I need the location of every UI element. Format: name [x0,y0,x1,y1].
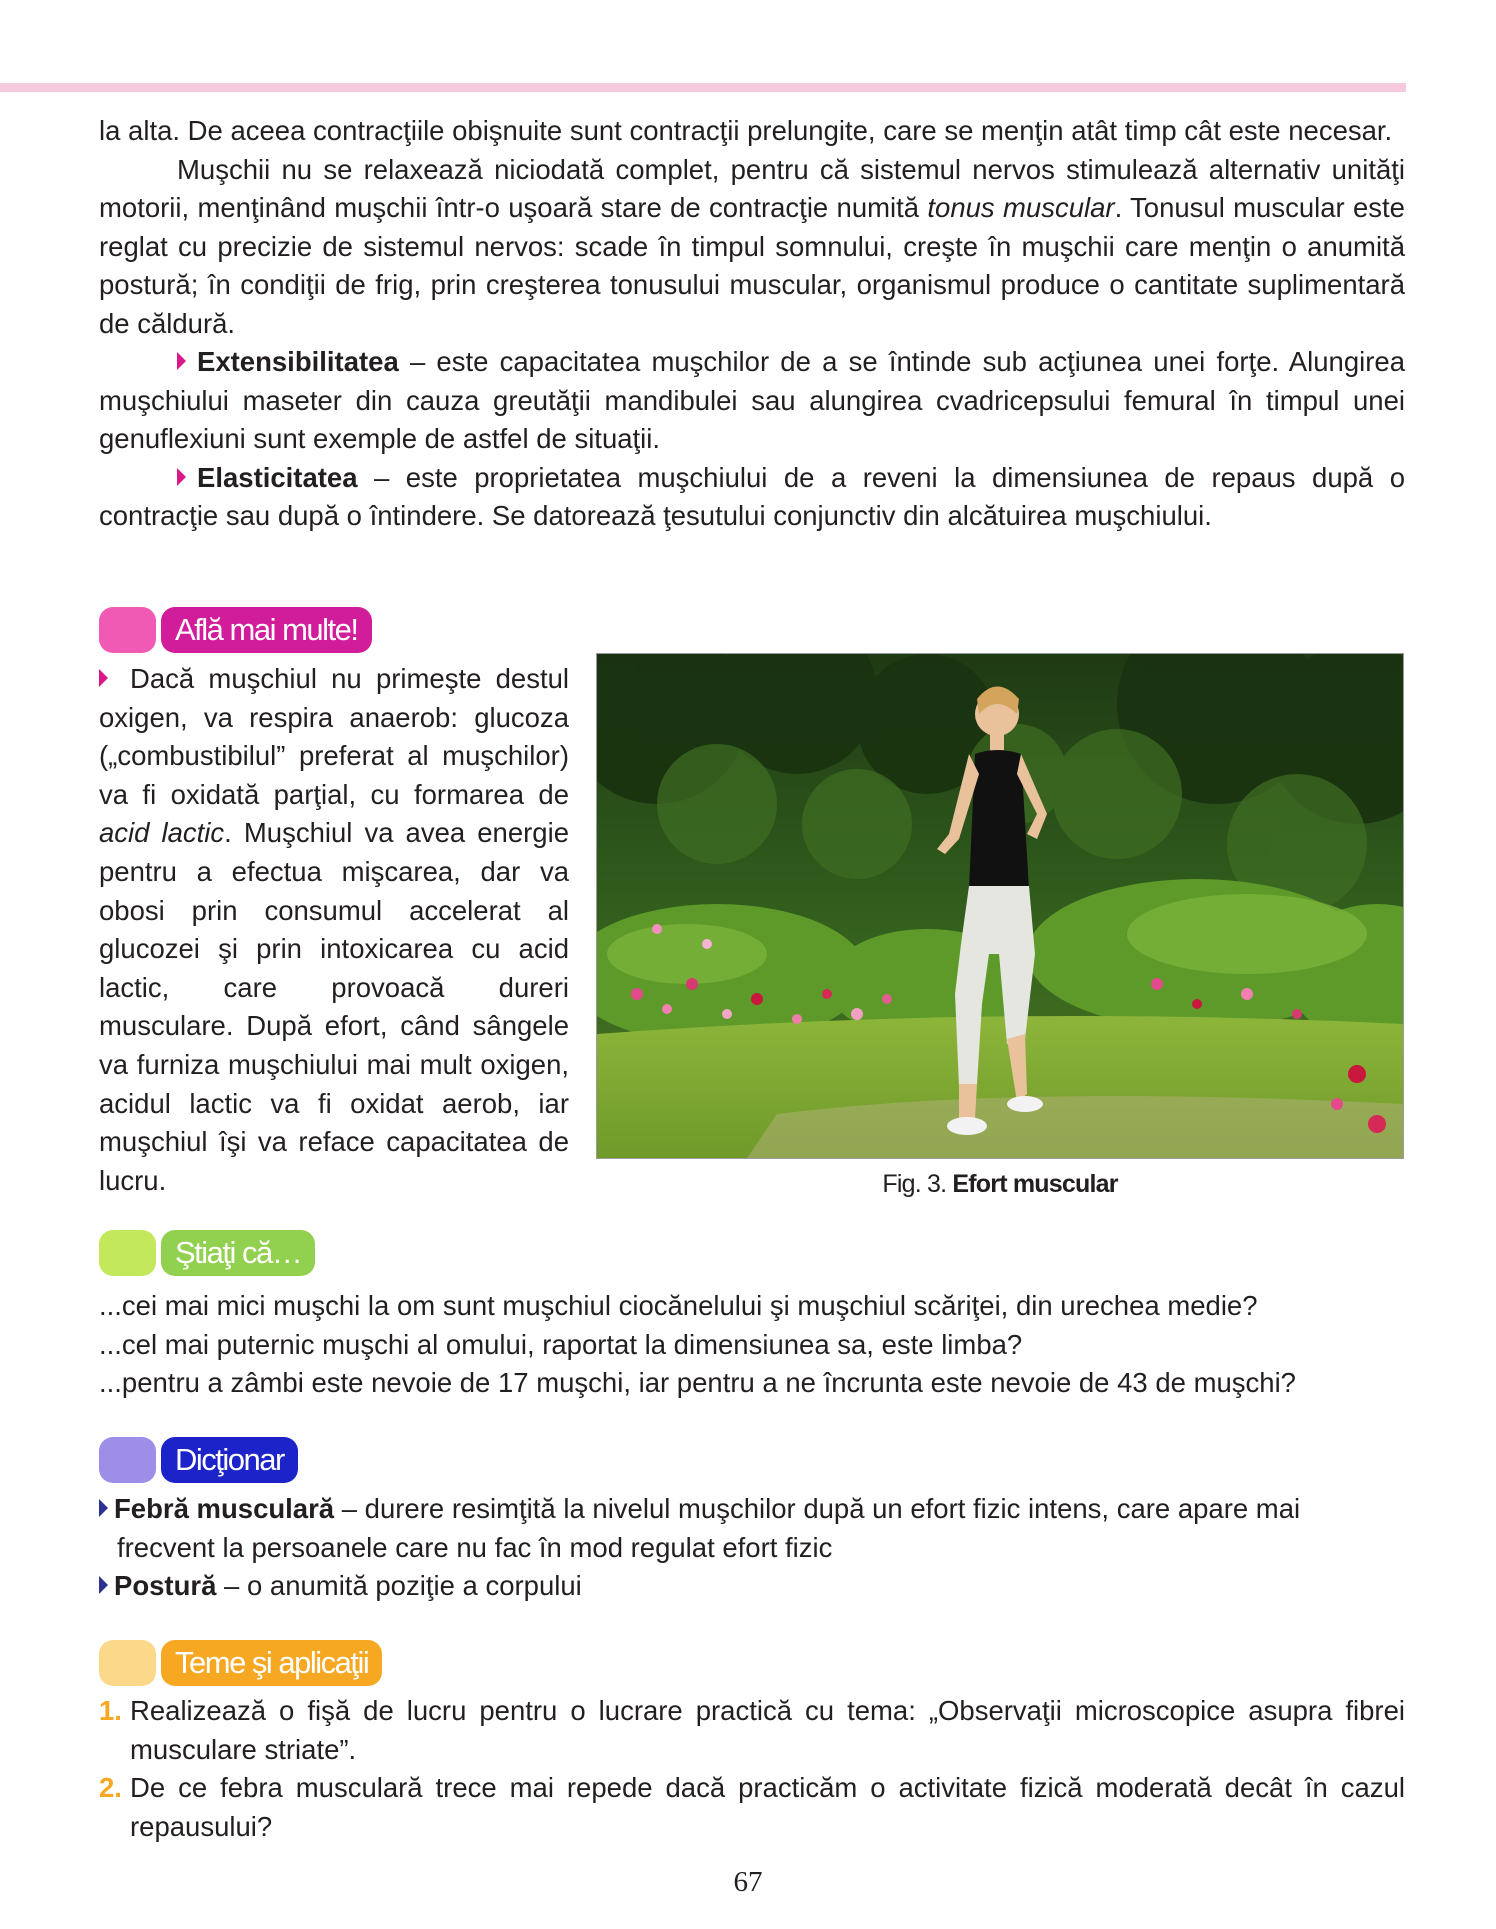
teme-label: Teme şi aplicaţii [161,1640,382,1686]
term-acid-lactic: acid lactic [99,817,225,849]
teme-list [99,1692,1405,1846]
stiati-line-2: ...cel mai puternic muşchi al omului, raportat la dimensiunea sa, este limba? [99,1328,1023,1360]
bullet-triangle-icon [177,468,186,486]
task-2: 2. De ce febra musculară trece mai repede dacă practicăm o activitate fizică moderată decât în cazul repausului? [99,1772,1405,1842]
term-extensibility: Extensibilitatea [197,346,399,377]
heading-square-icon [99,1640,156,1686]
dictionar-list [99,1490,1405,1606]
task-1: 1. Realizează o fişă de lucru pentru o lucrare practică cu tema: „Observaţii microscopice asupra fibrei musculare striate”. [99,1695,1405,1765]
term-elasticity: Elasticitatea [197,461,358,493]
bullet-triangle-icon [99,1576,108,1594]
term-tonus: tonus muscular [927,192,1115,223]
extensibility-paragraph: Extensibilitatea – este capacitatea muşchilor de a se întinde sub acţiunea unei forţe. Alungirea muşchiului maseter din cauza greutăţii mandibulei sau alungirea cvadricepsului femural în timpul unei genuflexiuni sunt exemple de astfel de situaţii. [99,346,1405,454]
bullet-triangle-icon [99,1499,108,1517]
intro-paragraph-1: la alta. De aceea contracţiile obişnuite sunt contracţii prelungite, care se menţin atât timp cât este necesar. [99,115,1393,146]
page-number: 67 [733,1866,763,1898]
figure-caption: Fig. 3. Efort muscular [882,1170,1118,1198]
heading-square-icon [99,607,156,653]
figure-photo-runner [596,653,1404,1159]
intro-section [99,112,1405,536]
heading-square-icon [99,1437,156,1483]
afla-mai-multe-label: Află mai multe! [161,607,372,653]
intro-paragraph-2: Muşchii nu se relaxează niciodată complet, pentru că sistemul nervos stimulează alternativ unităţi motorii, menţinând muşchii într-o uşoară stare de contracţie numită tonus muscular. Tonusul muscular este reglat cu precizie de sistemul nervos: scade în timpul somnului, creşte în muşchii care menţin o anumită postură; în condiţii de frig, prin creşterea tonusului muscular, organismul produce o cantitate suplimentară de căldură. [99,153,1405,339]
stiati-ca-list [99,1287,1405,1403]
stiati-ca-label: Ştiaţi că… [161,1230,315,1276]
dictionar-label: Dicţionar [161,1437,298,1483]
dict-item-postura: Postură – o anumită poziţie a corpului [99,1567,1405,1606]
heading-square-icon [99,1230,156,1276]
bullet-triangle-icon [99,669,108,687]
stiati-line-3: ...pentru a zâmbi este nevoie de 17 muşchi, iar pentru a ne încrunta este nevoie de 43 de muşchi? [99,1367,1296,1398]
bullet-triangle-icon [177,352,186,370]
stiati-line-1: ...cei mai mici muşchi la om sunt muşchiul ciocănelului şi muşchiul scăriţei, din urechea medie? [99,1290,1258,1321]
elasticity-paragraph: Elasticitatea – este proprietatea muşchiului de a reveni la dimensiunea de repaus după o contracţie sau după o întindere. Se datorează ţesutului conjunctiv din alcătuirea muşchiului. [99,461,1405,531]
top-decorative-bar [0,83,1406,92]
afla-mai-multe-text: Dacă muşchiul nu primeşte destul oxigen, va respira anaerob: glucoza („combustibilul” preferat al muşchilor) va fi oxidată parţial, cu formarea de acid lactic. Muşchiul va avea energie pentru a efectua mişcarea, dar va obosi prin consumul accelerat al glucozei şi prin intoxicarea cu acid lactic, care provoacă dureri musculare. După efort, când sângele va furniza muşchiului mai mult oxigen, acidul lactic va fi oxidat aerob, iar muşchiul îşi va reface capacitatea de lucru. [99,663,569,1196]
dict-item-febra: Febră musculară – durere resimţită la nivelul muşchilor după un efort fizic intens, care apare mai frecvent la persoanele care nu fac în mod regulat efort fizic [99,1490,1405,1567]
